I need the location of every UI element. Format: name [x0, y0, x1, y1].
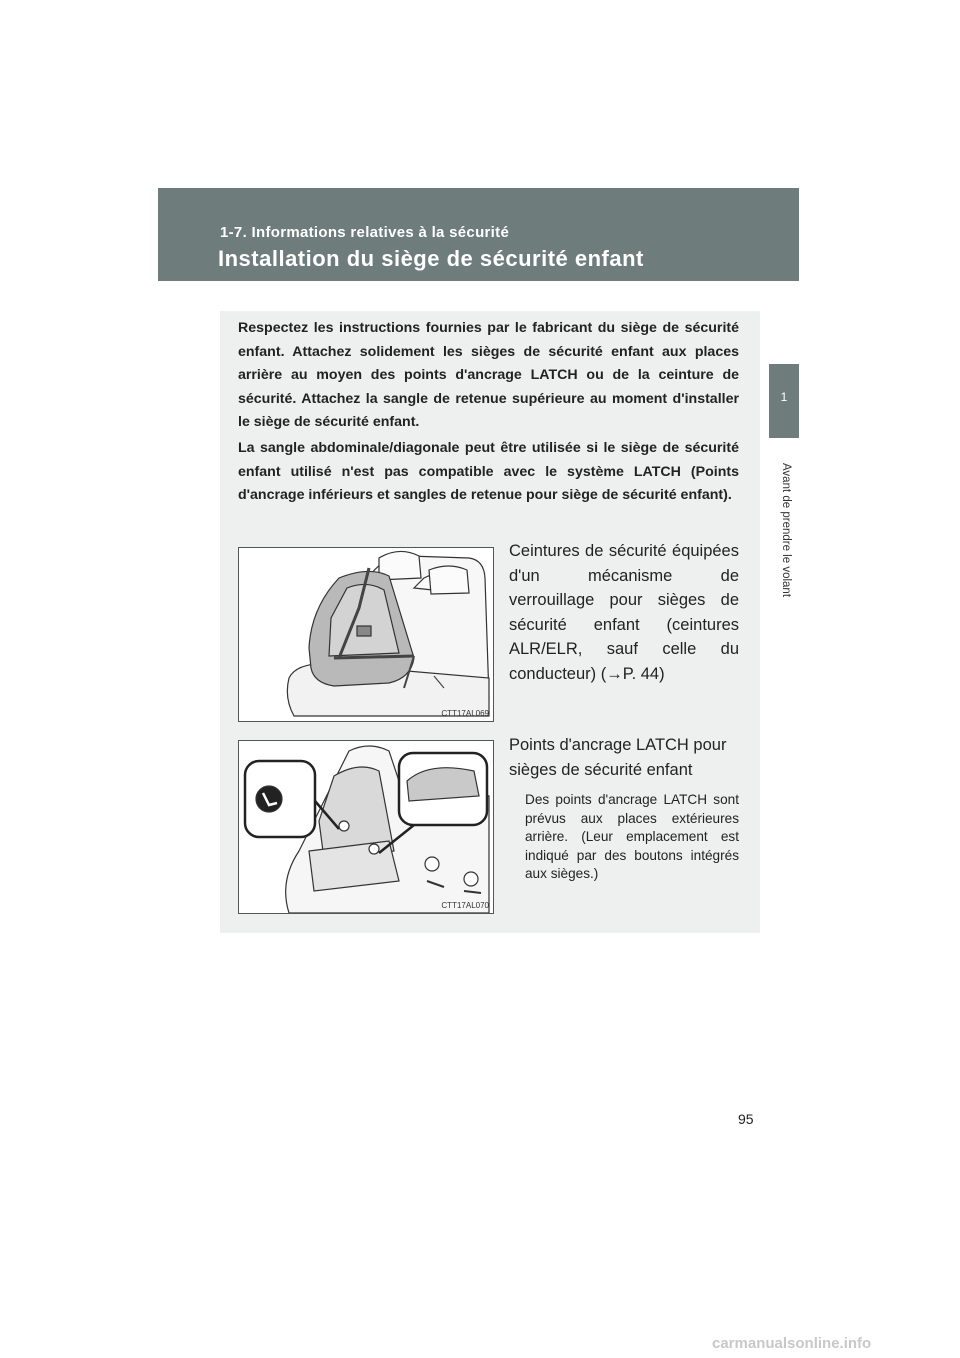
intro-paragraph-2: La sangle abdominale/diagonale peut être utilisée si le siège de sécurité enfant utilisé n'est pas compatible avec le système LATCH (Points d'ancrage inférieurs et sangles de retenue pour siège de sécurité enfant).: [238, 440, 739, 503]
watermark: carmanualsonline.info: [712, 1335, 872, 1352]
illustration-code-2: CTT17AL070: [441, 901, 489, 910]
intro-paragraph-1: Respectez les instructions fournies par le fabricant du siège de sécurité enfant. Attachez solidement les sièges de sécurité enfant aux places arrière au moyen des points d'ancrage LATCH ou de la ceinture de sécurité. Attachez la sangle de retenue supérieure au moment d'installer le siège de sécurité enfant.: [238, 320, 739, 430]
content-panel: [220, 311, 760, 933]
chapter-label-text: Avant de prendre le volant: [780, 462, 792, 598]
child-seat-belt-illustration: [238, 547, 494, 722]
latch-anchor-icon: [239, 741, 493, 913]
page-number: 95: [738, 1111, 754, 1127]
item-2-text: Points d'ancrage LATCH pour sièges de sécurité enfant: [509, 736, 727, 779]
section-title: 1-7. Informations relatives à la sécurité: [220, 224, 510, 241]
item-1-text: Ceintures de sécurité équipées d'un mécanisme de verrouillage pour sièges de sécurité enfant (ceintures ALR/ELR, sauf celle du conducteur) (→P. 44): [509, 542, 739, 683]
chapter-tab: [769, 364, 799, 438]
illustration-code-1: CTT17AL069: [441, 709, 489, 718]
latch-anchor-illustration: [238, 740, 494, 914]
chapter-number: 1: [780, 390, 788, 404]
page-title: Installation du siège de sécurité enfant: [218, 246, 644, 271]
child-seat-belt-icon: [239, 548, 493, 721]
header-band: [158, 188, 799, 281]
item-2-description: Des points d'ancrage LATCH sont prévus aux places extérieures arrière. (Leur emplacement est indiqué par des boutons intégrés aux sièges.): [525, 792, 739, 881]
